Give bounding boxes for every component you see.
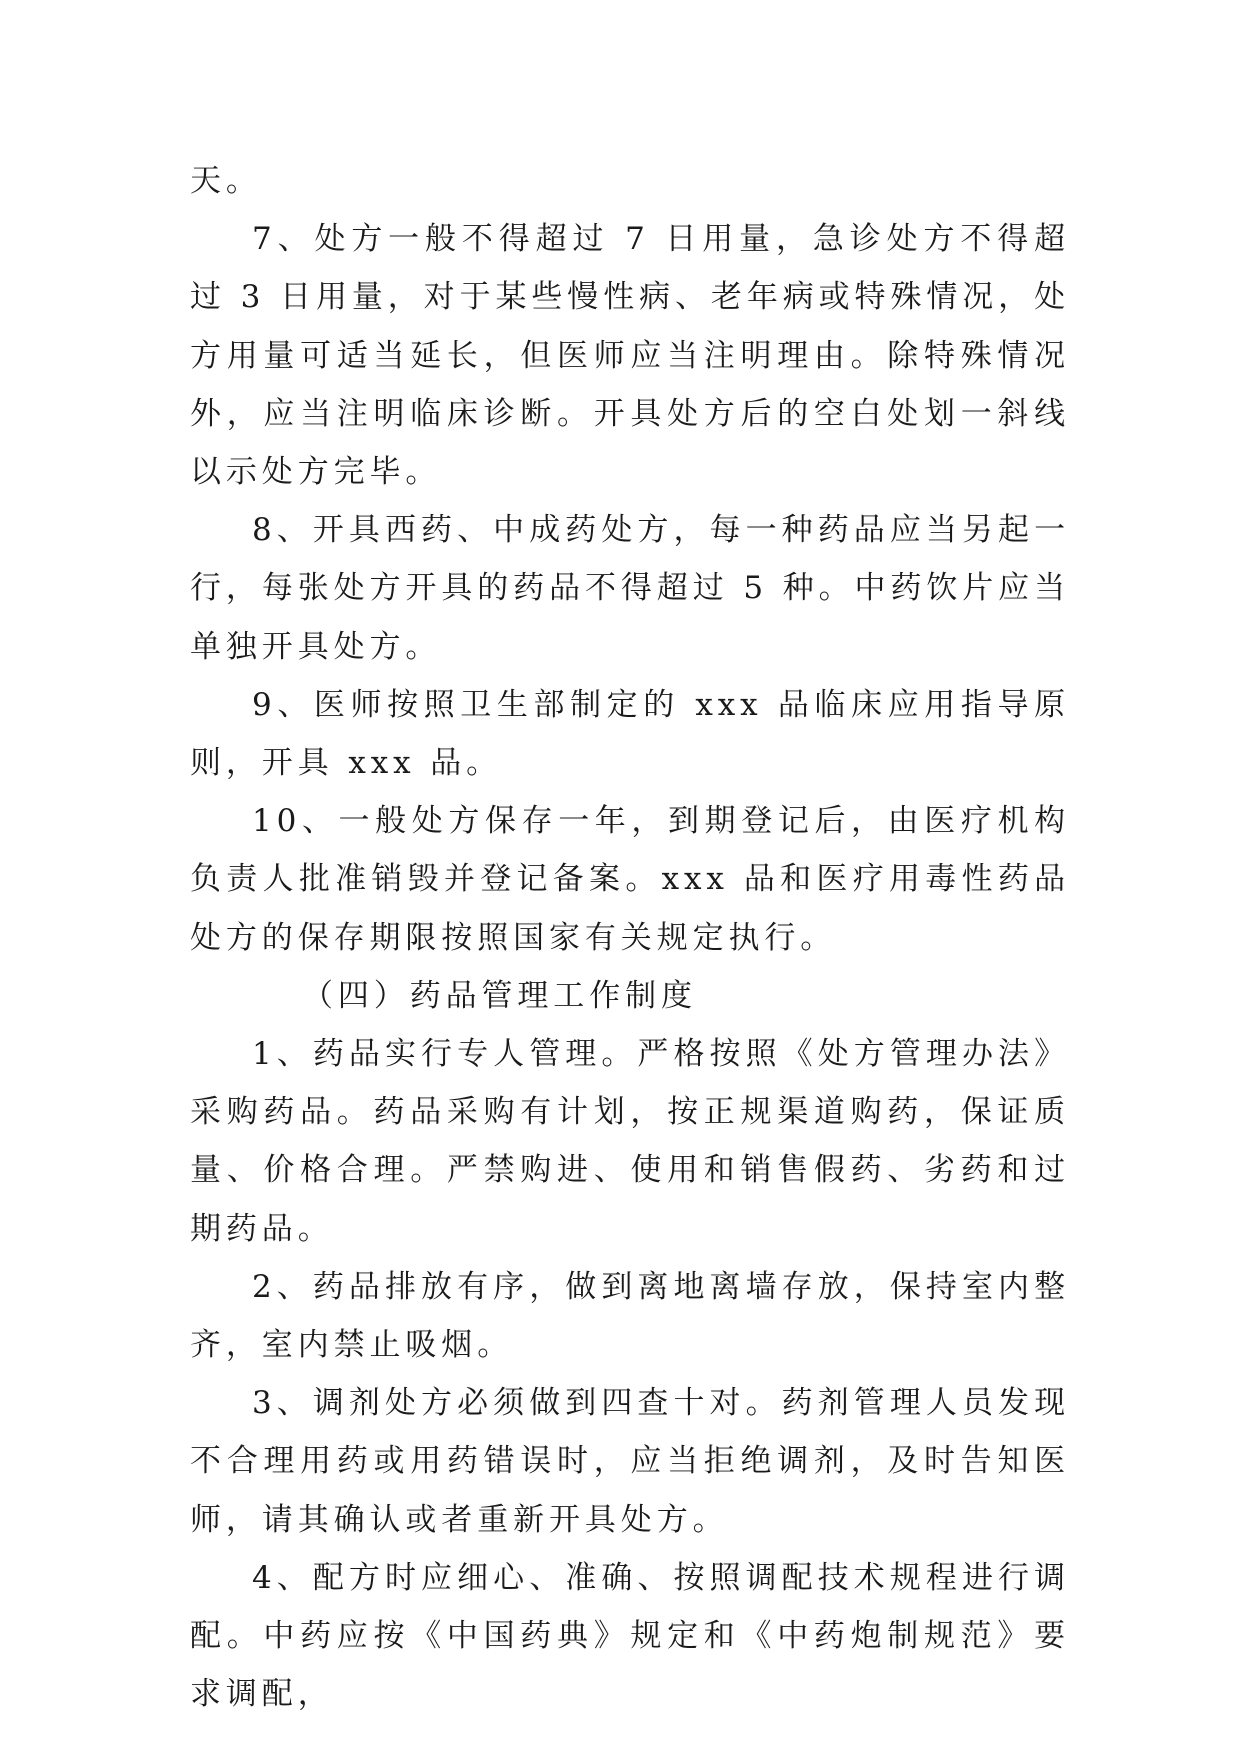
paragraph-item-3: 3、调剂处方必须做到四查十对。药剂管理人员发现不合理用药或用药错误时，应当拒绝调剂，及时告知医师，请其确认或者重新开具处方。 [190,1385,1070,1538]
paragraph-item-7: 7、处方一般不得超过 7 日用量，急诊处方不得超过 3 日用量，对于某些慢性病、老年病或特殊情况，处方用量可适当延长，但医师应当注明理由。除特殊情况外，应当注明临床诊断。开具处方后的空白处划一斜线以示处方完毕。 [190,221,1070,491]
paragraph-item-2: 2、药品排放有序，做到离地离墙存放，保持室内整齐，室内禁止吸烟。 [190,1268,1070,1364]
section-heading [190,967,1070,1025]
paragraph-item-10: 10、一般处方保存一年，到期登记后，由医疗机构负责人批准销毁并登记备案。xxx 品和医疗用毒性药品处方的保存期限按照国家有关规定执行。 [190,803,1070,956]
document-body [190,152,1070,1723]
paragraph-item-4: 4、配方时应细心、准确、按照调配技术规程进行调配。中药应按《中国药典》规定和《中药炮制规范》要求调配， [190,1559,1070,1713]
paragraph-continuation: 天。 [190,163,262,199]
section-heading-text: （四）药品管理工作制度 [302,977,697,1014]
paragraph-item-8: 8、开具西药、中成药处方，每一种药品应当另起一行，每张处方开具的药品不得超过 5 种。中药饮片应当单独开具处方。 [190,512,1070,665]
paragraph-item-9: 9、医师按照卫生部制定的 xxx 品临床应用指导原则，开具 xxx 品。 [190,686,1070,782]
paragraph-item-1: 1、药品实行专人管理。严格按照《处方管理办法》采购药品。药品采购有计划，按正规渠道购药，保证质量、价格合理。严禁购进、使用和销售假药、劣药和过期药品。 [190,1036,1070,1247]
